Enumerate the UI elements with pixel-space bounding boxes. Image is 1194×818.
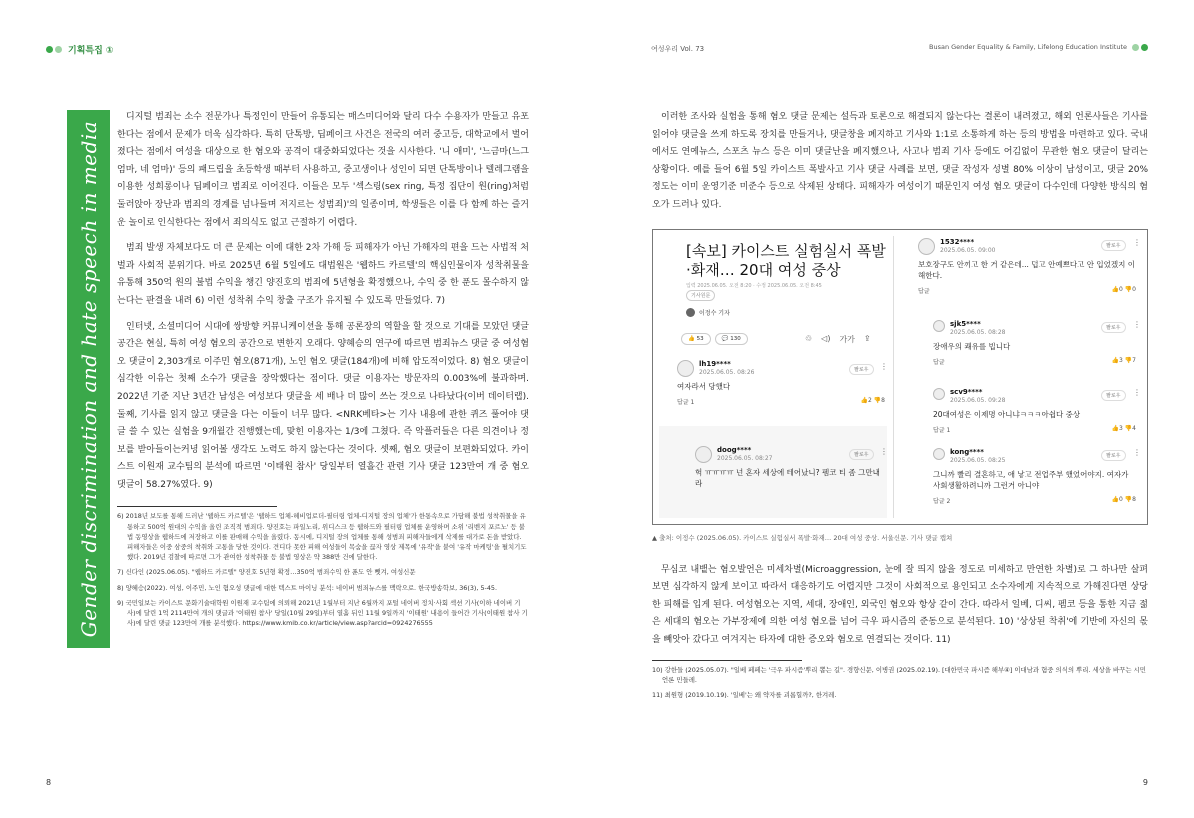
paragraph: 이러한 조사와 실험을 통해 혐오 댓글 문제는 설득과 토론으로 해결되지 않는다는 결론이 내려졌고, 해외 언론사들은 기사를 읽어야 댓글을 쓰게 하도록 장치를 만들거나, 댓글창을 폐지하고 기사와 1:1로 소통하게 하는 등의 방법을 마련하고 있다. 국내에서도 연예뉴스, 스포츠 뉴스 등은 이미 댓글난을 폐지했으나, 사고나 범죄 기사 등에도 어김없이 무관한 혐오 댓글이 달리는 상황이다. 예를 들어 6월 5일 카이스트 폭발사고 기사 댓글 사례를 보면, 댓글 작성자 성별 80% 이상이 남성이고, 댓글 20% 정도는 이미 운영기준 미준수 등으로 삭제된 상태다. 피해자가 여성이기 때문인지 여성 혐오 댓글이 다수인데 다양한 방식의 혐오가 드러나 있다. — [652, 112, 1148, 210]
footnote: 6) 2018년 보도를 통해 드러난 '웹하드 카르텔'은 '웹하드 업체-헤비업로더-필터링 업체-디지털 장의 업체'가 한통속으로 가담해 불법 성착취물을 유통하고 500억 원대의 수익을 올린 조직적 범죄다. 양진호는 파일노리, 위디스크 등 웹하드와 필터링 업체를 운영하며 소위 '리벤지 포르노' 등 불법 동영상을 웹하드에 저장하고 이를 판매해 수익을 올렸다. 동시에, 디지털 장의 업체를 통해 성범죄 피해자들에게 삭제를 대가로 돈을 받았다. 피해자들은 이중 삼중의 착취와 고통을 당한 것이다. 견디다 못한 피해 여성들이 목숨을 끊자 영상 제목에 '유작'을 붙여 '유작 마케팅'을 펼치기도 했다. 2019년 검찰에 따르면 그가 관여한 성착취물 등 불법 영상은 약 388만 건에 달한다. — [117, 512, 527, 562]
vote-counts: 👍0 👎0 — [1111, 285, 1136, 293]
comment-user[interactable]: sjk5**** — [950, 319, 981, 328]
avatar — [933, 388, 945, 400]
comment-body: 20대여성은 이제명 아니냐ㅋㅋㅋ아쉽다 중상 — [933, 409, 1081, 419]
article-tag: 기사원문 — [686, 290, 715, 301]
column-divider — [893, 236, 894, 518]
more-icon[interactable]: ⋮ — [1133, 237, 1141, 247]
follow-button[interactable]: 팔로우 — [1101, 240, 1126, 251]
magazine-title: 여성우리 Vol. 73 — [651, 45, 705, 53]
follow-button[interactable]: 팔로우 — [849, 364, 874, 375]
reply-link[interactable]: 답글 1 — [677, 398, 695, 406]
section-header — [46, 43, 114, 56]
font-size-icon[interactable]: 가가 — [839, 334, 855, 344]
avatar — [918, 238, 935, 255]
comment-body: 헉 ㅠㅠㅠㅠ 넌 혼자 세상에 테어났니? 펨코 티 좀 그만내라 — [695, 467, 880, 488]
comment-date: 2025.06.05. 08:25 — [950, 456, 1006, 464]
comment-user[interactable]: lh19**** — [699, 359, 731, 368]
comment-user[interactable]: kong**** — [950, 447, 984, 456]
footnote: 9) 국민일보는 카이스트 문화기술대학원 이원재 교수팀에 의뢰해 2021년 1월부터 지난 6월까지 포털 네이버 정치·사회 섹션 기사(이하 네이버 기사)에 달린 1억 2114만여 개의 댓글과 '이태원 참사' 당일(10월 29일)부터 열흘 뒤인 11월 9일까지 '이태원' 내용이 들어간 기사(이태원 참사 기사)에 달린 댓글 123만여 개를 분석했다. https://www.kmib.co.kr/article/view.asp?arcid=0924276555 — [117, 598, 528, 628]
avatar — [695, 446, 712, 463]
reply-link[interactable]: 답글 — [918, 287, 930, 295]
reply-link[interactable]: 답글 2 — [933, 497, 951, 505]
figure-caption: ▲ 출처: 이정수 (2025.06.05). 카이스트 실험실서 폭발·화재… 20대 여성 중상. 서울신문. 기사 댓글 캡쳐 — [652, 533, 953, 542]
follow-button[interactable]: 팔로우 — [1101, 390, 1126, 401]
footnote: 8) 양혜승(2022). 여성, 이주민, 노인 혐오성 댓글에 대한 텍스트 마이닝 분석: 네이버 범죄뉴스를 맥락으로. 한국방송학보, 36(3), 5-45. — [117, 583, 497, 592]
reporter-avatar — [686, 308, 695, 317]
comment-date: 2025.06.05. 08:26 — [699, 368, 755, 376]
comment-date: 2025.06.05. 08:27 — [717, 454, 773, 462]
reporter — [686, 308, 730, 317]
follow-button[interactable]: 팔로우 — [1101, 322, 1126, 333]
reply-link[interactable]: 답글 — [933, 358, 945, 366]
dots-icon — [46, 46, 62, 53]
side-title-band — [67, 110, 110, 648]
comment-date: 2025.06.05. 09:00 — [940, 246, 996, 254]
vote-counts: 👍3 👎4 — [1111, 424, 1136, 432]
vote-counts: 👍2 👎8 — [860, 396, 885, 404]
institute-name: Busan Gender Equality & Family, Lifelong Education Institute — [929, 43, 1127, 51]
comment-body: 장애우의 쾌유를 빕니다 — [933, 341, 1011, 351]
paragraph: 무심코 내뱉는 혐오발언은 미세차별(Microaggression, 눈에 잘 띄지 않을 정도로 미세하고 만연한 차별)로 그 하나만 살펴보면 심각하지 않게 보이고 따라서 대응하기도 어렵지만 그것이 사회적으로 용인되고 소수자에게 지속적으로 가해진다면 상당한 피해를 입게 된다. 여성혐오는 지역, 세대, 장애인, 외국인 혐오와 항상 같이 간다. 따라서 일베, 디씨, 펨코 등을 통한 지금 젊은 세대의 혐오는 가부장제에 의한 여성 혐오를 넘어 극우 파시즘의 준동으로 분석된다. 10) '상상된 착취'에 기반에 자신의 몫을 빼앗아 갔다고 여겨지는 타자에 대한 증오와 혐오로 연결되는 것이다. 11) — [652, 564, 1148, 645]
comment-date: 2025.06.05. 08:28 — [950, 328, 1006, 336]
avatar — [933, 448, 945, 460]
reporter-name: 이정수 기자 — [699, 309, 730, 317]
paragraph: 범죄 발생 자체보다도 더 큰 문제는 이에 대한 2차 가해 등 피해자가 아닌 가해자의 편을 드는 사법적 처벌과 사회적 분위기다. 바로 2025년 6월 5일에도 대법원은 '웹하드 카르텔'의 핵심인물이자 성착취물을 유통해 350억 원의 불법 수익을 챙긴 양진호의 범죄에 5년형을 확정했으나, 수익 중 한 푼도 몰수하지 않는다는 판결을 내려 6) 이런 성착취 수익 창출 구조가 유지될 수 있도록 만들었다. 7) — [117, 243, 529, 306]
paragraph: 인터넷, 소셜미디어 시대에 쌍방향 커뮤니케이션을 통해 공론장의 역할을 할 것으로 기대를 모았던 댓글 공간은 현실, 특히 여성 혐오의 공간으로 변한지 오래다. 양혜승의 연구에 따르면 범죄뉴스 댓글 중 여성혐오 댓글이 2,303개로 이주민 혐오(871개), 노인 혐오 댓글(184개)에 비해 압도적이었다. 8) 혐오 댓글이 심각한 이유는 첫째 소수가 댓글을 장악했다는 점이다. 댓글 이용자는 방문자의 0.003%에 불과하며. 2022년 기준 지난 3년간 남성은 여성보다 댓글을 세 배나 더 많이 쓰는 것으로 나타났다(이버 데이터랩). 둘째, 기사를 읽지 않고 댓글을 다는 이들이 너무 많다. <NRK베타>는 기사 내용에 관한 퀴즈 풀어야 댓글 쓸 수 있는 실험을 9개월간 진행했는데, 맞힌 이용자는 1/3에 그쳤다. 즉 악플러들은 다른 의견이나 정보를 받아들이는커녕 읽어볼 생각도 노력도 하지 않는다는 것이다. 셋째, 혐오 댓글이 보편화되었다. 카이스트 이원재 교수팀의 분석에 따르면 '이태원 참사' 당일부터 열흘간 관련 기사 댓글 123만여 개 중 혐오 댓글이 58.27%였다. 9) — [117, 321, 529, 490]
comment-body: 그니까 빨리 결혼하고, 애 낳고 전업주부 했었어야지. 여자가 사회생활하려니까 그런거 아니야 — [933, 469, 1129, 490]
comment-user[interactable]: doog**** — [717, 445, 752, 454]
article-headline: [속보] 카이스트 실험실서 폭발·화재… 20대 여성 중상 — [686, 241, 886, 279]
comment-body: 여자라서 당했다 — [677, 381, 731, 391]
article-tools — [805, 334, 871, 345]
follow-button[interactable]: 팔로우 — [849, 449, 874, 460]
export-icon[interactable]: ⇪ — [863, 333, 871, 343]
follow-button[interactable]: 팔로우 — [1101, 450, 1126, 461]
footnote: 7) 신다인 (2025.06.05). "웹하드 카르텔" 양진호 5년형 확정…350억 범죄수익 한 푼도 안 뺏겨, 여성신문 — [117, 568, 416, 577]
vote-counts: 👍3 👎7 — [1111, 356, 1136, 364]
institute-header — [929, 43, 1148, 51]
comment-user[interactable]: scv9**** — [950, 387, 983, 396]
page-number-left: 8 — [46, 778, 52, 787]
avatar — [677, 360, 694, 377]
more-icon[interactable]: ⋮ — [880, 361, 888, 371]
more-icon[interactable]: ⋮ — [880, 446, 888, 456]
vote-counts: 👍0 👎8 — [1111, 495, 1136, 503]
footnote: 10) 강한들 (2025.05.07). "일베 페페는 '극우 파시즘'뿌리 뽑는 길". 경향신문, 이병권 (2025.02.19). [대한민국 파시즘 해부④] 이대남과 혐중 의식의 뿌리. 세상을 바꾸는 시민언론 민들레. — [652, 665, 1146, 684]
more-icon[interactable]: ⋮ — [1133, 319, 1141, 329]
comment-body: 보호장구도 안끼고 한 거 같은데... 덥고 안예쁘다고 안 입었겠지 이해한다. — [918, 259, 1135, 280]
comment-user[interactable]: 1532**** — [940, 237, 975, 246]
paragraph: 디지털 범죄는 소수 전문가나 특정인이 만들어 유통되는 매스미디어와 달리 다수 수용자가 만들고 유포한다는 점에서 문제가 더욱 심각하다. 특히 단톡방, 딥페이크 사건은 전국의 여러 중고등, 대학교에서 벌어졌다는 점에서 여성을 대상으로 한 혐오와 공격이 대중화되었다는 것을 시사한다. '니 애미', '느금마(느그 엄마, 네 엄마)' 등의 패드립을 초등학생 때부터 사용하고, 중고생이나 성인이 되면 단톡방이나 텔레그램을 이용한 성희롱이나 딥페이크 범죄로 이어진다. 이들은 모두 '섹스링(sex ring, 특정 집단이 원(ring)처럼 둘러앉아 장난과 범죄의 경계를 넘나들며 저지르는 성범죄)'의 일종이며, 학생들은 이를 다 함께 하는 즐거운 놀이로 인식한다는 점에서 죄의식도 없고 근절하기 어렵다. — [117, 112, 529, 228]
comment-screenshot — [652, 229, 1148, 525]
side-title: Gender discrimination and hate speech in media — [76, 120, 101, 638]
audio-icon[interactable]: ◁) — [821, 333, 831, 343]
avatar — [933, 320, 945, 332]
reply-link[interactable]: 답글 1 — [933, 426, 951, 434]
footnote-divider — [117, 506, 277, 507]
more-icon[interactable]: ⋮ — [1133, 447, 1141, 457]
more-icon[interactable]: ⋮ — [1133, 387, 1141, 397]
reaction-bar — [681, 333, 748, 345]
reaction-button[interactable]: 👍 53 — [681, 333, 711, 345]
comment-date: 2025.06.05. 09:28 — [950, 396, 1006, 404]
footnote-divider — [652, 660, 802, 661]
dots-icon — [1132, 44, 1148, 51]
footnote: 11) 최원형 (2019.10.19). '일베'는 왜 약자를 괴롭힐까?, 한겨레. — [652, 690, 837, 699]
article-meta: 입력 2025.06.05. 오전 8:20 · 수정 2025.06.05. 오전 8:45 — [686, 282, 822, 289]
section-label: 기획특집 ① — [68, 46, 114, 56]
right-column — [652, 109, 1148, 705]
share-icon[interactable]: ♲ — [805, 333, 813, 343]
comment-count-button[interactable]: 💬 130 — [715, 333, 748, 345]
left-column — [117, 109, 529, 634]
page-number-right: 9 — [1142, 778, 1148, 787]
